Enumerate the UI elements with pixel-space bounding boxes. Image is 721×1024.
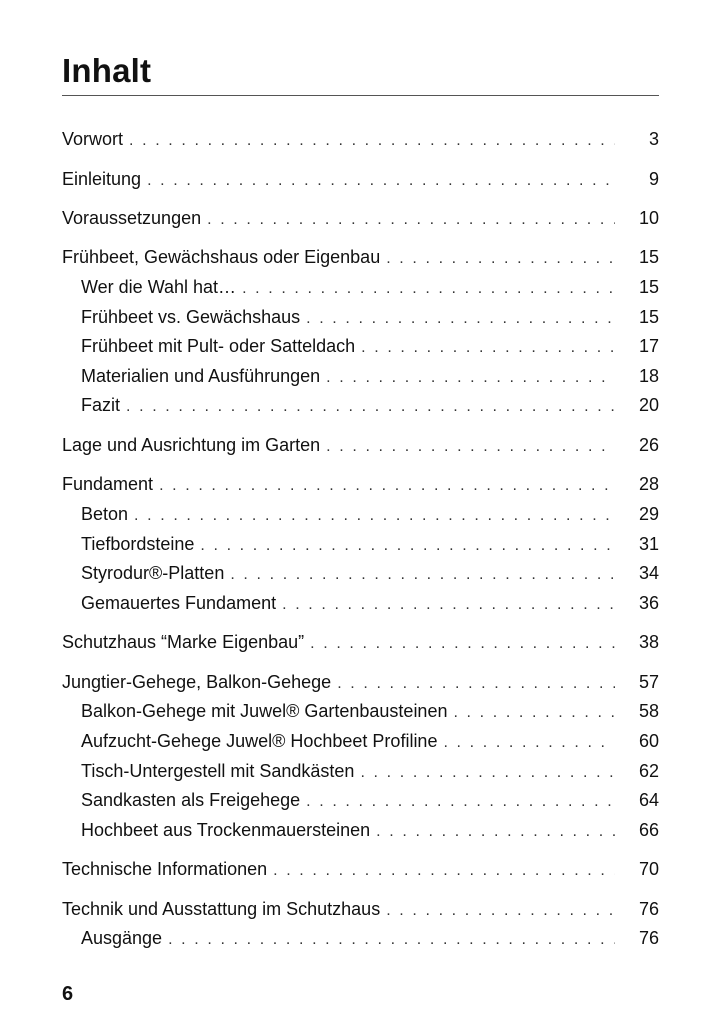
toc-entry: [62, 166, 659, 192]
dot-leader: [326, 434, 615, 460]
dot-leader: [200, 533, 615, 559]
dot-leader: [386, 246, 615, 272]
toc-entry-label: Lage und Ausrichtung im Garten: [62, 435, 321, 455]
dot-leader: [337, 671, 615, 697]
toc-subentry: [81, 333, 659, 359]
toc-entry-page: 64: [638, 790, 659, 810]
toc-entry-page: 58: [638, 701, 659, 721]
toc-subentry: [81, 304, 659, 330]
toc-entry-label: Schutzhaus “Marke Eigenbau”: [62, 632, 305, 652]
toc-subentry: [81, 392, 659, 418]
dot-leader: [326, 365, 615, 391]
toc-entry: [62, 244, 659, 270]
toc-entry-page: 60: [638, 731, 659, 751]
toc-entry: [62, 432, 659, 458]
toc-entry-page: 17: [638, 336, 659, 356]
toc-entry-label: Wer die Wahl hat…: [81, 277, 237, 297]
toc-entry-label: Tiefbordsteine: [81, 534, 195, 554]
toc-entry-page: 10: [638, 208, 659, 228]
toc-entry-page: 26: [638, 435, 659, 455]
toc-entry-page: 29: [638, 504, 659, 524]
toc-subentry: [81, 787, 659, 813]
toc-entry-label: Technik und Ausstattung im Schutzhaus: [62, 899, 381, 919]
toc-entry-label: Fazit: [81, 395, 121, 415]
dot-leader: [360, 760, 615, 786]
dot-leader: [242, 276, 615, 302]
title-divider: [62, 95, 659, 96]
dot-leader: [376, 819, 615, 845]
toc-entry-page: 76: [638, 899, 659, 919]
page-number: 6: [62, 983, 74, 1005]
toc-entry-label: Materialien und Ausführungen: [81, 366, 321, 386]
dot-leader: [443, 730, 615, 756]
toc-entry-label: Sandkasten als Freigehege: [81, 790, 301, 810]
dot-leader: [147, 168, 615, 194]
toc-entry-label: Ausgänge: [81, 928, 163, 948]
dot-leader: [386, 898, 615, 924]
toc-entry-label: Styrodur®-Platten: [81, 563, 225, 583]
toc-entry-page: 36: [638, 593, 659, 613]
toc-entry-label: Voraussetzungen: [62, 208, 202, 228]
toc-entry: [62, 856, 659, 882]
toc-subentry: [81, 817, 659, 843]
dot-leader: [207, 207, 615, 233]
toc-entry: [62, 205, 659, 231]
dot-leader: [230, 562, 615, 588]
dot-leader: [273, 858, 615, 884]
toc-entry-label: Frühbeet, Gewächshaus oder Eigenbau: [62, 247, 381, 267]
toc-entry-page: 70: [638, 859, 659, 879]
dot-leader: [453, 700, 615, 726]
toc-entry-page: 38: [638, 632, 659, 652]
toc-entry-label: Tisch-Untergestell mit Sandkästen: [81, 761, 355, 781]
toc-entry-page: 15: [638, 307, 659, 327]
toc-entry: [62, 471, 659, 497]
toc-subentry: [81, 274, 659, 300]
toc-entry-label: Einleitung: [62, 169, 142, 189]
dot-leader: [134, 503, 615, 529]
toc-entry-label: Balkon-Gehege mit Juwel® Gartenbausteinen: [81, 701, 448, 721]
dot-leader: [129, 128, 615, 154]
toc-entry-label: Technische Informationen: [62, 859, 268, 879]
toc-entry-page: 66: [638, 820, 659, 840]
toc-entry-page: 20: [638, 395, 659, 415]
toc-entry-page: 3: [648, 129, 659, 149]
toc-entry-page: 57: [638, 672, 659, 692]
dot-leader: [168, 927, 615, 953]
toc-entry-label: Fundament: [62, 474, 154, 494]
toc-entry-page: 15: [638, 247, 659, 267]
toc-entry-page: 18: [638, 366, 659, 386]
toc-subentry: [81, 728, 659, 754]
toc-entry-page: 9: [648, 169, 659, 189]
dot-leader: [306, 306, 615, 332]
toc-entry-page: 31: [638, 534, 659, 554]
dot-leader: [159, 473, 615, 499]
toc-entry-page: 62: [638, 761, 659, 781]
toc-subentry: [81, 698, 659, 724]
page-title: Inhalt: [62, 52, 152, 89]
toc-subentry: [81, 363, 659, 389]
toc-entry: [62, 896, 659, 922]
dot-leader: [361, 335, 615, 361]
toc-entry-page: 34: [638, 563, 659, 583]
toc-subentry: [81, 501, 659, 527]
dot-leader: [282, 592, 615, 618]
toc-entry-label: Jungtier-Gehege, Balkon-Gehege: [62, 672, 332, 692]
dot-leader: [126, 394, 615, 420]
dot-leader: [306, 789, 615, 815]
toc-entry: [62, 126, 659, 152]
toc-subentry: [81, 925, 659, 951]
toc-entry: [62, 669, 659, 695]
toc-entry-page: 28: [638, 474, 659, 494]
dot-leader: [310, 631, 615, 657]
toc-entry-label: Frühbeet mit Pult- oder Satteldach: [81, 336, 356, 356]
toc-entry: [62, 629, 659, 655]
toc-subentry: [81, 590, 659, 616]
toc-entry-page: 15: [638, 277, 659, 297]
toc-subentry: [81, 758, 659, 784]
toc-entry-label: Hochbeet aus Trockenmauersteinen: [81, 820, 371, 840]
toc-entry-page: 76: [638, 928, 659, 948]
toc-entry-label: Frühbeet vs. Gewächshaus: [81, 307, 301, 327]
toc-subentry: [81, 531, 659, 557]
toc-entry-label: Vorwort: [62, 129, 124, 149]
toc-entry-label: Gemauertes Fundament: [81, 593, 277, 613]
toc-subentry: [81, 560, 659, 586]
toc-entry-label: Beton: [81, 504, 129, 524]
toc-entry-label: Aufzucht-Gehege Juwel® Hochbeet Profiline: [81, 731, 438, 751]
